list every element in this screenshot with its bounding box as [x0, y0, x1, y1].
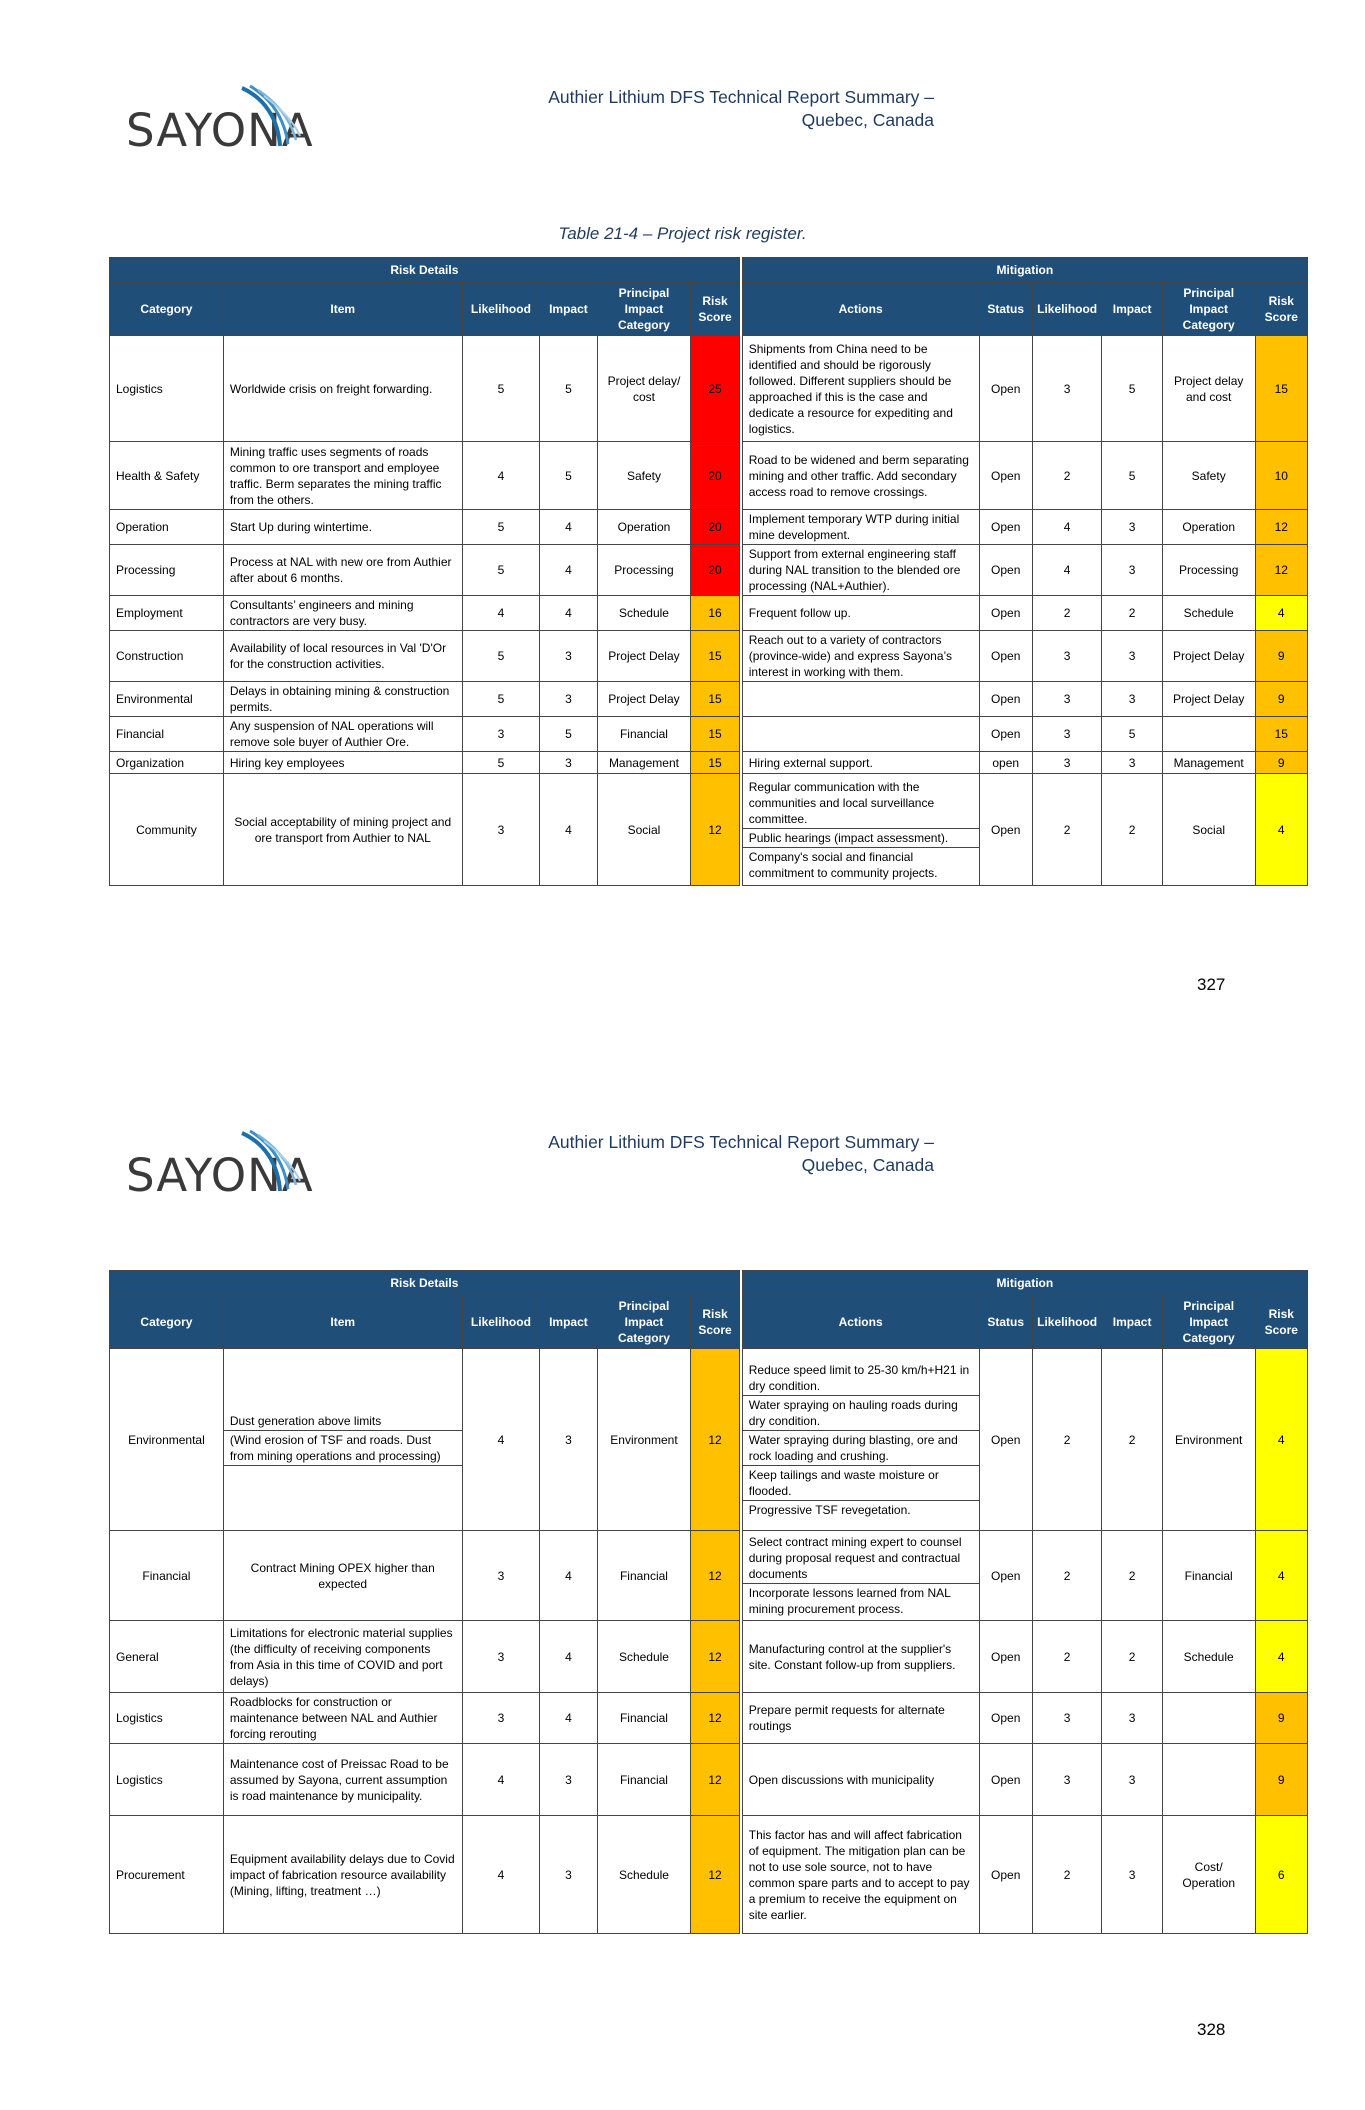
mitigated-impact-value: 3 [1102, 682, 1162, 717]
page-327 [0, 0, 1365, 1045]
risk-category: Organization [110, 752, 224, 774]
likelihood-value: 5 [462, 752, 540, 774]
mitigated-principal-impact-category: Project delay and cost [1162, 336, 1255, 442]
table-row [110, 717, 1308, 752]
sayona-logo [126, 84, 314, 157]
principal-impact-category: Project delay/ cost [597, 336, 691, 442]
mitigated-impact-value: 3 [1102, 631, 1162, 682]
mitigated-risk-score: 9 [1255, 631, 1307, 682]
likelihood-value: 3 [462, 1693, 540, 1744]
table-row [110, 1744, 1308, 1816]
col-status: Status [979, 1296, 1032, 1349]
table-row [110, 1531, 1308, 1621]
risk-item: Delays in obtaining mining & construction permits. [223, 682, 462, 717]
risk-item: Process at NAL with new ore from Authier after about 6 months. [223, 545, 462, 596]
mitigated-risk-score: 9 [1255, 682, 1307, 717]
table-row [110, 1349, 1308, 1531]
status-value: Open [979, 336, 1032, 442]
impact-value: 4 [540, 510, 597, 545]
mitigation-action-entry: Progressive TSF revegetation. [748, 1502, 911, 1517]
principal-impact-category: Financial [597, 717, 691, 752]
impact-value: 3 [540, 1349, 597, 1531]
mitigated-likelihood-value: 4 [1032, 510, 1102, 545]
impact-value: 4 [540, 1693, 597, 1744]
risk-category: Logistics [110, 1693, 224, 1744]
likelihood-value: 3 [462, 1621, 540, 1693]
mitigated-impact-value: 3 [1102, 1744, 1162, 1816]
table-row [110, 596, 1308, 631]
risk-category: Employment [110, 596, 224, 631]
col-category: Category [110, 283, 224, 336]
col-actions: Actions [742, 1296, 979, 1349]
col-risk-score: Risk Score [691, 1296, 739, 1349]
mitigation-action: Implement temporary WTP during initial mine development. [742, 510, 979, 545]
mitigated-likelihood-value: 3 [1032, 682, 1102, 717]
table-row [110, 631, 1308, 682]
col-mitigated-risk-score: Risk Score [1255, 283, 1307, 336]
mitigated-principal-impact-category: Cost/ Operation [1162, 1816, 1255, 1934]
likelihood-value: 5 [462, 545, 540, 596]
mitigated-impact-value: 5 [1102, 336, 1162, 442]
col-item: Item [223, 283, 462, 336]
mitigation-action: Manufacturing control at the supplier's site. Constant follow-up from suppliers. [742, 1621, 979, 1693]
principal-impact-category: Project Delay [597, 631, 691, 682]
status-value: Open [979, 596, 1032, 631]
mitigated-principal-impact-category: Schedule [1162, 596, 1255, 631]
principal-impact-category: Schedule [597, 1816, 691, 1934]
mitigated-impact-value: 3 [1102, 545, 1162, 596]
mitigated-principal-impact-category: Operation [1162, 510, 1255, 545]
mitigated-impact-value: 2 [1102, 1349, 1162, 1531]
risk-category: Community [110, 774, 224, 886]
mitigated-likelihood-value: 3 [1032, 717, 1102, 752]
risk-item: Mining traffic uses segments of roads common to ore transport and employee traffic. Berm separates the mining traffic from the others. [223, 442, 462, 510]
mitigated-risk-score: 12 [1255, 510, 1307, 545]
risk-category: General [110, 1621, 224, 1693]
mitigated-principal-impact-category [1162, 1693, 1255, 1744]
sayona-logo [126, 1129, 314, 1202]
principal-impact-category: Schedule [597, 596, 691, 631]
risk-category: Construction [110, 631, 224, 682]
mitigated-principal-impact-category: Social [1162, 774, 1255, 886]
likelihood-value: 4 [462, 1816, 540, 1934]
mitigation-action: Reach out to a variety of contractors (province-wide) and express Sayona’s interest in working with them. [742, 631, 979, 682]
table-row [110, 752, 1308, 774]
mitigation-header: Mitigation [742, 258, 1307, 283]
status-value: open [979, 752, 1032, 774]
mitigation-action-entry: Public hearings (impact assessment). [743, 829, 979, 848]
impact-value: 4 [540, 1621, 597, 1693]
status-value: Open [979, 682, 1032, 717]
logo-swoosh-icon [234, 1129, 304, 1195]
logo-swoosh-icon [234, 84, 304, 150]
col-mitigated-risk-score: Risk Score [1255, 1296, 1307, 1349]
impact-value: 3 [540, 682, 597, 717]
mitigated-principal-impact-category: Project Delay [1162, 631, 1255, 682]
col-status: Status [979, 283, 1032, 336]
risk-register-table-continued [109, 1270, 1308, 1934]
col-mitigated-impact: Impact [1102, 1296, 1162, 1349]
risk-item: Consultants’ engineers and mining contractors are very busy. [223, 596, 462, 631]
impact-value: 4 [540, 596, 597, 631]
mitigated-principal-impact-category: Safety [1162, 442, 1255, 510]
mitigated-likelihood-value: 3 [1032, 1744, 1102, 1816]
mitigation-action-entry: Water spraying during blasting, ore and rock loading and crushing. [743, 1431, 979, 1466]
col-mitigated-impact: Impact [1102, 283, 1162, 336]
mitigated-likelihood-value: 3 [1032, 1693, 1102, 1744]
risk-item: Availability of local resources in Val 'D'Or for the construction activities. [223, 631, 462, 682]
likelihood-value: 3 [462, 774, 540, 886]
risk-register-table [109, 257, 1308, 886]
risk-item: Social acceptability of mining project and ore transport from Authier to NAL [223, 774, 462, 886]
risk-item-entry: Dust generation above limits [224, 1412, 462, 1431]
col-likelihood: Likelihood [462, 283, 540, 336]
table-row [110, 1693, 1308, 1744]
impact-value: 5 [540, 717, 597, 752]
principal-impact-category: Safety [597, 442, 691, 510]
principal-impact-category: Schedule [597, 1621, 691, 1693]
mitigation-action-entry: Company's social and financial commitment to community projects. [748, 849, 938, 880]
mitigated-impact-value: 3 [1102, 1693, 1162, 1744]
mitigation-action [742, 1531, 979, 1621]
principal-impact-category: Processing [597, 545, 691, 596]
mitigated-impact-value: 5 [1102, 442, 1162, 510]
page-number: 328 [1197, 2020, 1226, 2039]
likelihood-value: 4 [462, 442, 540, 510]
principal-impact-category: Management [597, 752, 691, 774]
risk-score: 20 [691, 510, 739, 545]
mitigation-action: Open discussions with municipality [742, 1744, 979, 1816]
mitigated-risk-score: 15 [1255, 336, 1307, 442]
mitigated-impact-value: 2 [1102, 1621, 1162, 1693]
likelihood-value: 3 [462, 1531, 540, 1621]
mitigated-impact-value: 2 [1102, 1531, 1162, 1621]
mitigation-action-entry: Incorporate lessons learned from NAL mining procurement process. [748, 1586, 951, 1616]
risk-item: Roadblocks for construction or maintenance between NAL and Authier forcing rerouting [223, 1693, 462, 1744]
page-number: 327 [1197, 975, 1226, 994]
risk-item: Worldwide crisis on freight forwarding. [223, 336, 462, 442]
risk-item: Start Up during wintertime. [223, 510, 462, 545]
header-subtitle: Quebec, Canada [801, 1155, 934, 1175]
risk-score: 15 [691, 631, 739, 682]
principal-impact-category: Environment [597, 1349, 691, 1531]
mitigated-likelihood-value: 2 [1032, 1531, 1102, 1621]
table-caption: Table 21-4 – Project risk register. [558, 224, 807, 243]
col-impact: Impact [540, 283, 597, 336]
col-impact: Impact [540, 1296, 597, 1349]
mitigated-likelihood-value: 4 [1032, 545, 1102, 596]
mitigation-action [742, 717, 979, 752]
mitigation-action: Road to be widened and berm separating mining and other traffic. Add secondary access road to remove crossings. [742, 442, 979, 510]
status-value: Open [979, 545, 1032, 596]
status-value: Open [979, 774, 1032, 886]
table-row [110, 510, 1308, 545]
col-item: Item [223, 1296, 462, 1349]
risk-category: Logistics [110, 1744, 224, 1816]
impact-value: 3 [540, 1744, 597, 1816]
logo-wordmark: SAYONA [126, 1149, 314, 1202]
header-title: Authier Lithium DFS Technical Report Summary – [548, 87, 934, 107]
principal-impact-category: Operation [597, 510, 691, 545]
mitigated-principal-impact-category: Project Delay [1162, 682, 1255, 717]
likelihood-value: 5 [462, 682, 540, 717]
risk-category: Financial [110, 717, 224, 752]
mitigation-action [742, 774, 979, 886]
header-subtitle: Quebec, Canada [801, 110, 934, 130]
report-header [520, 1131, 934, 1177]
impact-value: 4 [540, 545, 597, 596]
risk-item: Contract Mining OPEX higher than expected [223, 1531, 462, 1621]
risk-score: 12 [691, 1621, 739, 1693]
col-category: Category [110, 1296, 224, 1349]
mitigated-impact-value: 3 [1102, 1816, 1162, 1934]
mitigation-action [742, 682, 979, 717]
mitigated-likelihood-value: 2 [1032, 774, 1102, 886]
risk-details-header: Risk Details [110, 1271, 740, 1296]
mitigated-risk-score: 4 [1255, 1621, 1307, 1693]
risk-score: 20 [691, 545, 739, 596]
likelihood-value: 3 [462, 717, 540, 752]
risk-score: 15 [691, 752, 739, 774]
likelihood-value: 4 [462, 1349, 540, 1531]
risk-item: Hiring key employees [223, 752, 462, 774]
risk-score: 20 [691, 442, 739, 510]
report-header [520, 86, 934, 132]
mitigation-action-entry: Water spraying on hauling roads during dry condition. [743, 1396, 979, 1431]
mitigated-impact-value: 3 [1102, 752, 1162, 774]
status-value: Open [979, 510, 1032, 545]
mitigated-risk-score: 4 [1255, 1531, 1307, 1621]
likelihood-value: 5 [462, 510, 540, 545]
mitigated-risk-score: 9 [1255, 752, 1307, 774]
risk-item: Any suspension of NAL operations will remove sole buyer of Authier Ore. [223, 717, 462, 752]
mitigation-action: Support from external engineering staff during NAL transition to the blended ore processing (NAL+Authier). [742, 545, 979, 596]
mitigation-action: Frequent follow up. [742, 596, 979, 631]
mitigated-likelihood-value: 3 [1032, 752, 1102, 774]
risk-category: Environmental [110, 1349, 224, 1531]
likelihood-value: 4 [462, 596, 540, 631]
likelihood-value: 5 [462, 336, 540, 442]
risk-score: 16 [691, 596, 739, 631]
mitigated-principal-impact-category [1162, 1744, 1255, 1816]
principal-impact-category: Project Delay [597, 682, 691, 717]
mitigation-header: Mitigation [742, 1271, 1307, 1296]
mitigated-impact-value: 5 [1102, 717, 1162, 752]
col-risk-score: Risk Score [691, 283, 739, 336]
status-value: Open [979, 1621, 1032, 1693]
page-328 [0, 1045, 1365, 2090]
risk-category: Financial [110, 1531, 224, 1621]
risk-score: 12 [691, 774, 739, 886]
mitigation-action [742, 1349, 979, 1531]
status-value: Open [979, 1693, 1032, 1744]
risk-item [223, 1349, 462, 1531]
risk-category: Processing [110, 545, 224, 596]
principal-impact-category: Social [597, 774, 691, 886]
mitigated-likelihood-value: 2 [1032, 1816, 1102, 1934]
table-row [110, 774, 1308, 886]
principal-impact-category: Financial [597, 1531, 691, 1621]
mitigated-principal-impact-category [1162, 717, 1255, 752]
mitigation-action-entry: Reduce speed limit to 25-30 km/h+H21 in dry condition. [743, 1361, 979, 1396]
mitigated-risk-score: 10 [1255, 442, 1307, 510]
risk-score: 12 [691, 1816, 739, 1934]
mitigated-likelihood-value: 2 [1032, 596, 1102, 631]
table-row [110, 545, 1308, 596]
col-mitigated-principal-impact-category: Principal Impact Category [1162, 1296, 1255, 1349]
risk-score: 12 [691, 1693, 739, 1744]
mitigated-principal-impact-category: Financial [1162, 1531, 1255, 1621]
mitigation-action-entry: Select contract mining expert to counsel during proposal request and contractual documents [743, 1533, 979, 1584]
impact-value: 5 [540, 336, 597, 442]
mitigated-risk-score: 6 [1255, 1816, 1307, 1934]
mitigated-impact-value: 3 [1102, 510, 1162, 545]
mitigated-likelihood-value: 2 [1032, 1621, 1102, 1693]
impact-value: 3 [540, 631, 597, 682]
mitigated-risk-score: 9 [1255, 1693, 1307, 1744]
table-row [110, 682, 1308, 717]
col-actions: Actions [742, 283, 979, 336]
impact-value: 4 [540, 1531, 597, 1621]
risk-item-entry: (Wind erosion of TSF and roads. Dust from mining operations and processing) [224, 1431, 462, 1466]
risk-category: Operation [110, 510, 224, 545]
header-title: Authier Lithium DFS Technical Report Summary – [548, 1132, 934, 1152]
status-value: Open [979, 442, 1032, 510]
risk-score: 12 [691, 1744, 739, 1816]
mitigation-action-entry: Regular communication with the communities and local surveillance committee. [743, 778, 979, 829]
impact-value: 4 [540, 774, 597, 886]
risk-score: 12 [691, 1531, 739, 1621]
mitigated-principal-impact-category: Schedule [1162, 1621, 1255, 1693]
risk-item: Maintenance cost of Preissac Road to be assumed by Sayona, current assumption is road maintenance by municipality. [223, 1744, 462, 1816]
risk-score: 15 [691, 717, 739, 752]
mitigated-impact-value: 2 [1102, 596, 1162, 631]
likelihood-value: 5 [462, 631, 540, 682]
mitigated-likelihood-value: 3 [1032, 336, 1102, 442]
table-row [110, 336, 1308, 442]
risk-score: 25 [691, 336, 739, 442]
mitigated-impact-value: 2 [1102, 774, 1162, 886]
risk-category: Logistics [110, 336, 224, 442]
risk-item-entry [224, 1466, 462, 1468]
mitigated-risk-score: 4 [1255, 596, 1307, 631]
risk-category: Health & Safety [110, 442, 224, 510]
risk-category: Environmental [110, 682, 224, 717]
impact-value: 5 [540, 442, 597, 510]
col-mitigated-likelihood: Likelihood [1032, 283, 1102, 336]
table-row [110, 1816, 1308, 1934]
risk-details-header: Risk Details [110, 258, 740, 283]
col-mitigated-principal-impact-category: Principal Impact Category [1162, 283, 1255, 336]
col-mitigated-likelihood: Likelihood [1032, 1296, 1102, 1349]
principal-impact-category: Financial [597, 1744, 691, 1816]
risk-item: Limitations for electronic material supplies (the difficulty of receiving components from Asia in this time of COVID and port delays) [223, 1621, 462, 1693]
impact-value: 3 [540, 1816, 597, 1934]
mitigated-likelihood-value: 3 [1032, 631, 1102, 682]
table-row [110, 442, 1308, 510]
principal-impact-category: Financial [597, 1693, 691, 1744]
mitigation-action: Prepare permit requests for alternate routings [742, 1693, 979, 1744]
risk-category: Procurement [110, 1816, 224, 1934]
status-value: Open [979, 631, 1032, 682]
likelihood-value: 4 [462, 1744, 540, 1816]
mitigated-principal-impact-category: Environment [1162, 1349, 1255, 1531]
mitigated-risk-score: 4 [1255, 1349, 1307, 1531]
mitigated-risk-score: 4 [1255, 774, 1307, 886]
mitigated-principal-impact-category: Processing [1162, 545, 1255, 596]
mitigated-risk-score: 9 [1255, 1744, 1307, 1816]
mitigated-risk-score: 12 [1255, 545, 1307, 596]
col-likelihood: Likelihood [462, 1296, 540, 1349]
table-row [110, 1621, 1308, 1693]
mitigated-likelihood-value: 2 [1032, 1349, 1102, 1531]
status-value: Open [979, 1349, 1032, 1531]
mitigation-action-entry: Keep tailings and waste moisture or flooded. [743, 1466, 979, 1501]
mitigation-action: Hiring external support. [742, 752, 979, 774]
col-principal-impact-category: Principal Impact Category [597, 1296, 691, 1349]
mitigation-action: Shipments from China need to be identified and should be rigorously followed. Different suppliers should be approached if this is the case and dedicate a resource for expediting and logistics. [742, 336, 979, 442]
mitigation-action: This factor has and will affect fabrication of equipment. The mitigation plan can be not to use sole source, not to have common spare parts and to accept to pay a premium to receive the equipment on site earlier. [742, 1816, 979, 1934]
status-value: Open [979, 717, 1032, 752]
status-value: Open [979, 1531, 1032, 1621]
logo-wordmark: SAYONA [126, 104, 314, 157]
mitigated-principal-impact-category: Management [1162, 752, 1255, 774]
status-value: Open [979, 1744, 1032, 1816]
mitigated-likelihood-value: 2 [1032, 442, 1102, 510]
mitigated-risk-score: 15 [1255, 717, 1307, 752]
risk-score: 12 [691, 1349, 739, 1531]
col-principal-impact-category: Principal Impact Category [597, 283, 691, 336]
risk-score: 15 [691, 682, 739, 717]
impact-value: 3 [540, 752, 597, 774]
risk-item: Equipment availability delays due to Covid impact of fabrication resource availability (Mining, lifting, treatment …) [223, 1816, 462, 1934]
status-value: Open [979, 1816, 1032, 1934]
